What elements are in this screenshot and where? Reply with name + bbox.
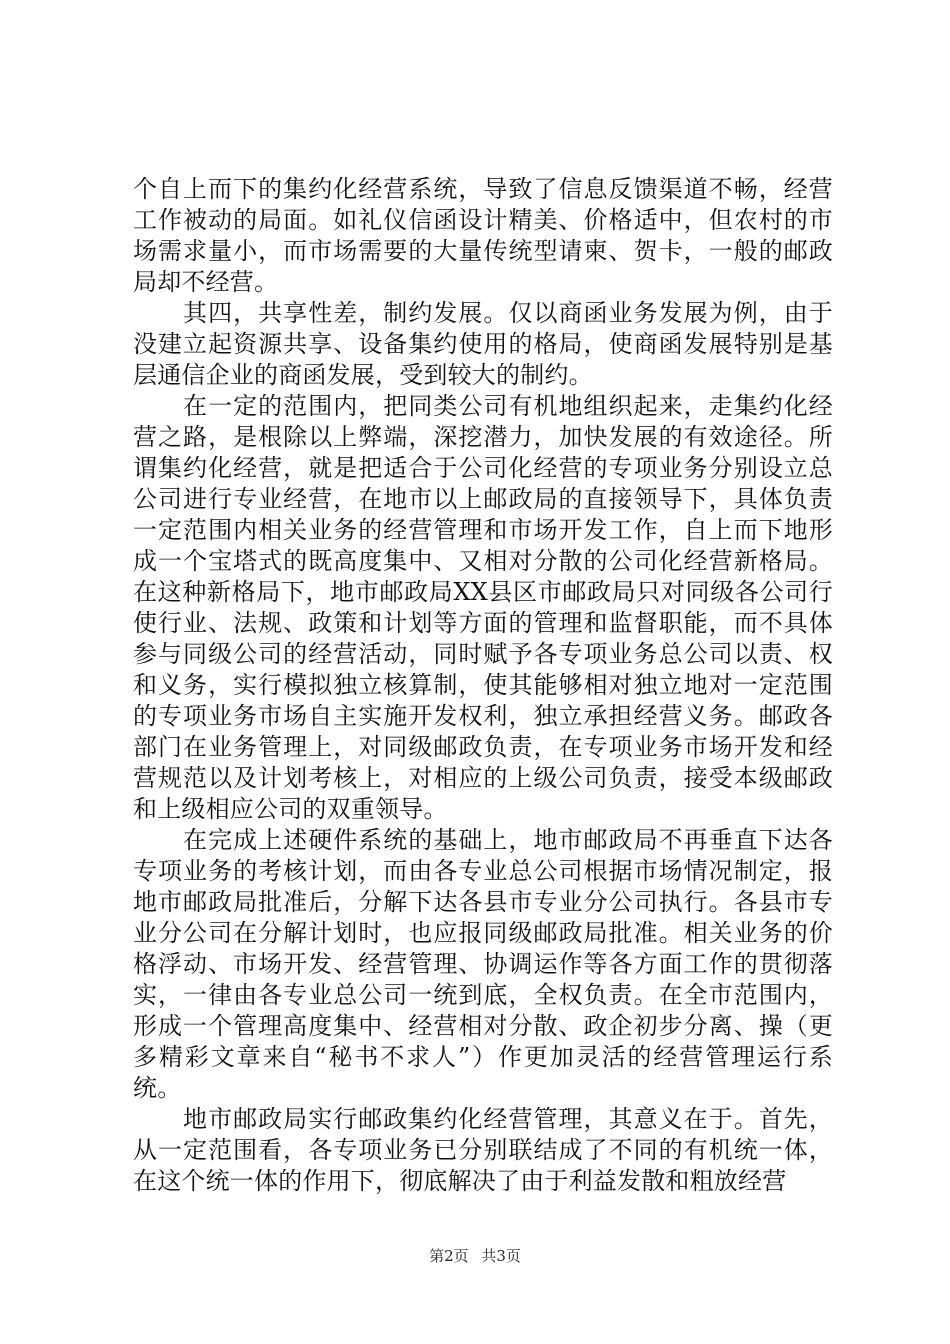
paragraph-3: 在一定的范围内，把同类公司有机地组织起来，走集约化经营之路，是根除以上弊端，深挖潜力，加快发展的有效途径。所谓集约化经营，就是把适合于公司化经营的专项业务分别设立总公司进行专业经营，在地市以上邮政局的直接领导下，具体负责一定范围内相关业务的经营管理和市场开发工作，自上而下地形成一个宝塔式的既高度集中、又相对分散的公司化经营新格局。在这种新格局下，地市邮政局XX县区市邮政局只对同级各公司行使行业、法规、政策和计划等方面的管理和监督职能，而不具体参与同级公司的经营活动，同时赋予各专项业务总公司以责、权和义务，实行模拟独立核算制，使其能够相对独立地对一定范围的专项业务市场自主实施开发权利，独立承担经营义务。邮政各部门在业务管理上，对同级邮政负责，在专项业务市场开发和经营规范以及计划考核上，对相应的上级公司负责，接受本级邮政和上级相应公司的双重领导。 [133,392,833,823]
paragraph-5: 地市邮政局实行邮政集约化经营管理，其意义在于。首先，从一定范围看，各专项业务已分别联结成了不同的有机统一体，在这个统一体的作用下，彻底解决了由于利益发散和粗放经营 [133,1105,833,1195]
paragraph-4: 在完成上述硬件系统的基础上，地市邮政局不再垂直下达各专项业务的考核计划，而由各专业总公司根据市场情况制定，报地市邮政局批准后，分解下达各县市专业分公司执行。各县市专业分公司在分解计划时，也应报同级邮政局批准。相关业务的价格浮动、市场开发、经营管理、协调运作等各方面工作的贯彻落实，一律由各专业总公司一统到底，全权负责。在全市范围内，形成一个管理高度集中、经营相对分散、政企初步分离、操（更多精彩文章来自“秘书不求人”）作更加灵活的经营管理运行系统。 [133,826,833,1102]
document-body [133,174,833,1197]
page-total: 共3页 [481,1247,521,1265]
paragraph-2: 其四，共享性差，制约发展。仅以商函业务发展为例，由于没建立起资源共享、设备集约使用的格局，使商函发展特别是基层通信企业的商函发展，受到较大的制约。 [133,299,833,389]
page-footer [0,1245,950,1266]
paragraph-1: 个自上而下的集约化经营系统，导致了信息反馈渠道不畅，经营工作被动的局面。如礼仪信函设计精美、价格适中，但农村的市场需求量小，而市场需要的大量传统型请柬、贺卡，一般的邮政局却不经营。 [133,175,833,296]
page-number: 第2页 [429,1247,469,1265]
